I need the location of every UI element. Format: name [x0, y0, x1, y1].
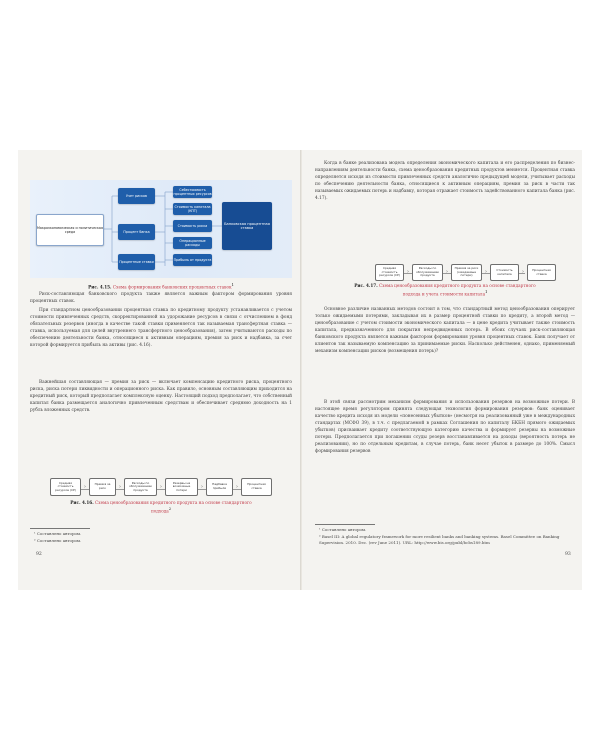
- paragraph: В этой связи рассмотрим механизм формирования и использования резервов на возможные потери. В настоящее время регулятором принята следующая технология формирования резервов: банк оценивает качество кредита исходя из модели «понесенных убытков» (несмотря на реализованный уже в международных стандартах (МСФО 39), в т.ч. с предлагаемой в рамках Соглашения по капиталу БКБН прямого ожидаемых убытков) присваивает кредиту соответствующую категорию качества и формирует резервы на возможные потери. Предполагается при погашении ссуды резерв восстанавливается на доходы (вероятность потерь не реализовании), но по отдельным кредитам, в случае потерь, банк несет убыток в размере до 100%. Смысл формирования резервов: [315, 400, 575, 455]
- product-profit-box: Прибыль от продукта: [173, 254, 212, 266]
- arrow-icon: ›: [407, 269, 409, 275]
- arrow-icon: ›: [119, 483, 121, 490]
- paragraph: Когда в банке реализована модель определения экономического капитала и его распределения по бизнес-направлениям деятельности банка, схема ценообразования кредитных продуктов меняется. Процентная ставка определяется исходя из стоимости привлеченных средств аналогично предыдущей модели, учитывает расходы по обеспечению деятельности банка, относящиеся к активным операциям, премия за риск в части так называемых ожидаемых потерь и надбавку, которая отражает стоимость задействованного капитала банка (рис. 4.17).: [315, 161, 575, 202]
- capital-cost-box: Стоимость капитала (КПТ): [174, 205, 211, 213]
- figure-4-16-caption-mark: 2: [168, 507, 172, 511]
- page-number-right: 93: [565, 552, 571, 557]
- figure-4-16: [50, 478, 272, 496]
- arrow-icon: ›: [485, 269, 487, 275]
- figure-4-17-caption-text: Схема ценообразования кредитного продукта на основе стандартного подхода и учета стоимости капитала: [379, 283, 536, 297]
- figure-4-15-caption-text: Схема формирования банковских процентных ставок: [112, 284, 232, 290]
- figure-4-17-caption-mark: 1: [485, 290, 488, 294]
- right-page: [315, 160, 575, 580]
- left-page: [30, 160, 292, 580]
- arrow-icon: ›: [236, 483, 238, 490]
- figure-4-17: [375, 264, 556, 281]
- flow-box: Надбавка прибыли: [206, 478, 233, 496]
- flow-box: Премия за риск: [89, 478, 116, 496]
- arrow-icon: ›: [522, 269, 524, 275]
- arrow-icon: ›: [446, 269, 448, 275]
- arrow-icon: ›: [84, 483, 86, 490]
- paragraph: Основное различие названных методов состоит в том, что стандартный метод ценообразования оперирует только ожидаемыми потерями, закладывая их в размер процентной ставки по кредиту, а второй метод — ценообразование с учетом стоимости экономического капитала — в цене кредита учитывает также стоимость капитала, предназначенного для покрытия непредвиденных потерь. В обоих случаях риск-составляющая банковского продукта является важным фактором формирования уровня процентных ставок. Банк получает от клиентов так называемую компенсацию за принимаемые риски. Насколько действенен, однако, применяемый механизм компенсации рисков (возмещения потерь)?: [315, 307, 575, 355]
- figure-4-17-caption-label: Рис. 4.17.: [354, 283, 378, 288]
- flow-box: Расходы по обслуживанию продукта: [124, 478, 157, 496]
- figure-4-16-caption: [70, 500, 252, 514]
- footnote-rule: [315, 524, 375, 525]
- risk-cost-box: Стоимость риска: [173, 220, 212, 232]
- figure-4-15-caption-label: Рис. 4.15.: [88, 284, 112, 290]
- flow-box: Резервы на возможные потери: [165, 478, 198, 496]
- flow-box: Процентная ставка: [527, 264, 556, 281]
- figure-4-16-caption-label: Рис. 4.16.: [70, 500, 94, 505]
- flow-box: Расходы по обслуживанию продукта: [412, 264, 443, 281]
- risk-accounting-box: Учет рисков: [118, 188, 155, 204]
- bank-interest-rate-box: Банковская процентная ставка: [222, 202, 272, 250]
- page-number-left: 92: [36, 552, 42, 557]
- bank-percent-box: Процент банка: [118, 224, 155, 240]
- flow-box: Процентная ставка: [241, 478, 272, 496]
- footnote: ² Basel III: A global regulatory framework for more resilient banks and banking systems. Basel Committee on Banking Supervision. 2010. Dec. (rev June 2011). URL: http://www.bis.org/publ/bcbs189.htm: [319, 534, 560, 545]
- footnote: ² Составлено автором.: [34, 538, 82, 543]
- flow-box: Стоимость капитала: [490, 264, 519, 281]
- interest-rates-box: Процентные ставки: [118, 254, 155, 270]
- resource-cost-box: Себестоимость процентных ресурсов: [173, 188, 212, 196]
- flow-box: Средняя стоимость ресурсов (СР): [50, 478, 81, 496]
- footnote: ¹ Составлено автором.: [319, 527, 367, 532]
- flow-box: Средняя стоимость ресурсов (СР): [375, 264, 404, 281]
- arrow-icon: ›: [201, 483, 203, 490]
- figure-4-15: [30, 180, 292, 278]
- footnote: ¹ Составлено автором.: [34, 531, 82, 536]
- arrow-icon: ›: [160, 483, 162, 490]
- flow-box: Премия за риск (ожидаемые потери): [451, 264, 482, 281]
- figure-4-17-caption: [345, 283, 545, 297]
- paragraph: Риск-составляющая банковского продукта также является важным фактором формирования уровня процентных ставок.: [30, 292, 292, 305]
- paragraph: Важнейшая составляющая — премия за риск — включает компенсацию кредитного риска, процентного риска, риска потери ликвидности и операционного риска. Как правило, основным составляющим приходится на кредитный риск, который предполагает комплексную оценку. Настоящий подход предполагает, что собственный капитал банка размещается аналогично привлеченным средствам и обеспечивает среднюю доходность на 1 рубль вложенных средств.: [30, 380, 292, 414]
- figure-4-15-caption: [30, 282, 292, 290]
- figure-4-16-caption-text: Схема ценообразования кредитного продукта на основе стандартного подхода: [95, 500, 252, 514]
- operating-costs-box: Операционные расходы: [173, 237, 212, 249]
- paragraph: При стандартном ценообразовании процентная ставка по кредитному продукту устанавливается с учетом стоимости привлеченных средств, скорректированной на удорожание ресурсов в связи с отчислением в фонд обязательных резервов (иногда в качестве такой ставки применяется так называемая трансфертная ставка — ставка, используемая для целей внутреннего трансфертного ценообразования), затем учитываются расходы по обеспечению деятельности банка, относящиеся к активным операциям, премия за риск и надбавка, за счет которой формируется прибыль на активы (рис. 4.16).: [30, 308, 292, 349]
- figure-4-15-caption-mark: 1: [231, 283, 234, 287]
- book-spine: [300, 150, 302, 590]
- footnote-rule: [30, 528, 90, 529]
- macro-environment-box: Макроэкономическая и политическая среда: [36, 214, 104, 246]
